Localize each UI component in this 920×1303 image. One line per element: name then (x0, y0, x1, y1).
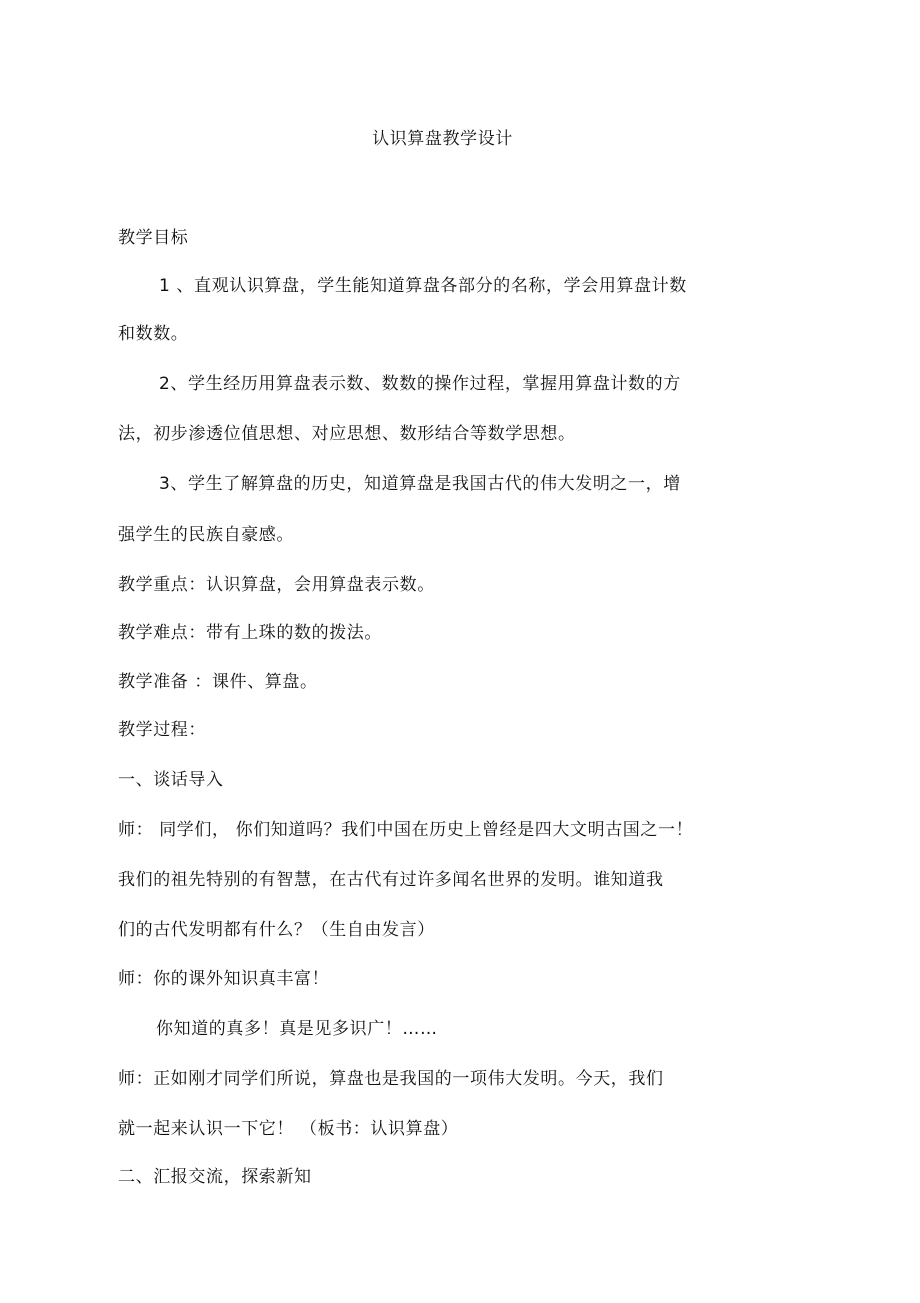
section-2-heading: 二、汇报交流，探索新知 (118, 1167, 312, 1187)
para-2: 师：你的课外知识真丰富！ (118, 969, 330, 989)
section-1-heading: 一、谈话导入 (118, 770, 224, 790)
para-1-line2: 我们的祖先特别的有智慧，在古代有过许多闻名世界的发明。谁知道我 (118, 870, 664, 890)
key-point: 教学重点：认识算盘，会用算盘表示数。 (118, 575, 435, 595)
objective-2-line1: 2、学生经历用算盘表示数、数数的操作过程，掌握用算盘计数的方 (159, 374, 681, 394)
objective-1-line1: 1 、直观认识算盘，学生能知道算盘各部分的名称，学会用算盘计数 (159, 276, 687, 296)
objective-3-line1: 3、学生了解算盘的历史，知道算盘是我国古代的伟大发明之一，增 (159, 474, 681, 494)
preparation: 教学准备 ：课件、算盘。 (118, 672, 318, 692)
para-3: 你知道的真多！真是见多识广！…… (156, 1019, 438, 1039)
document-title: 认识算盘教学设计 (372, 129, 513, 149)
para-4-line2: 就一起来认识一下它！ （板书：认识算盘） (118, 1119, 459, 1139)
objectives-heading: 教学目标 (118, 228, 189, 248)
objective-2-line2: 法，初步渗透位值思想、对应思想、数形结合等数学思想。 (118, 424, 576, 444)
objective-1-line2: 和数数。 (118, 324, 189, 344)
difficulty: 教学难点：带有上珠的数的拨法。 (118, 623, 382, 643)
para-4-line1: 师：正如刚才同学们所说，算盘也是我国的一项伟大发明。今天，我们 (118, 1069, 664, 1089)
para-1-line3: 们的古代发明都有什么？（生自由发言） (118, 920, 435, 940)
objective-3-line2: 强学生的民族自豪感。 (118, 525, 294, 545)
process-heading: 教学过程： (118, 720, 206, 740)
para-1-line1: 师： 同学们， 你们知道吗？我们中国在历史上曾经是四大文明古国之一！ (118, 820, 694, 840)
